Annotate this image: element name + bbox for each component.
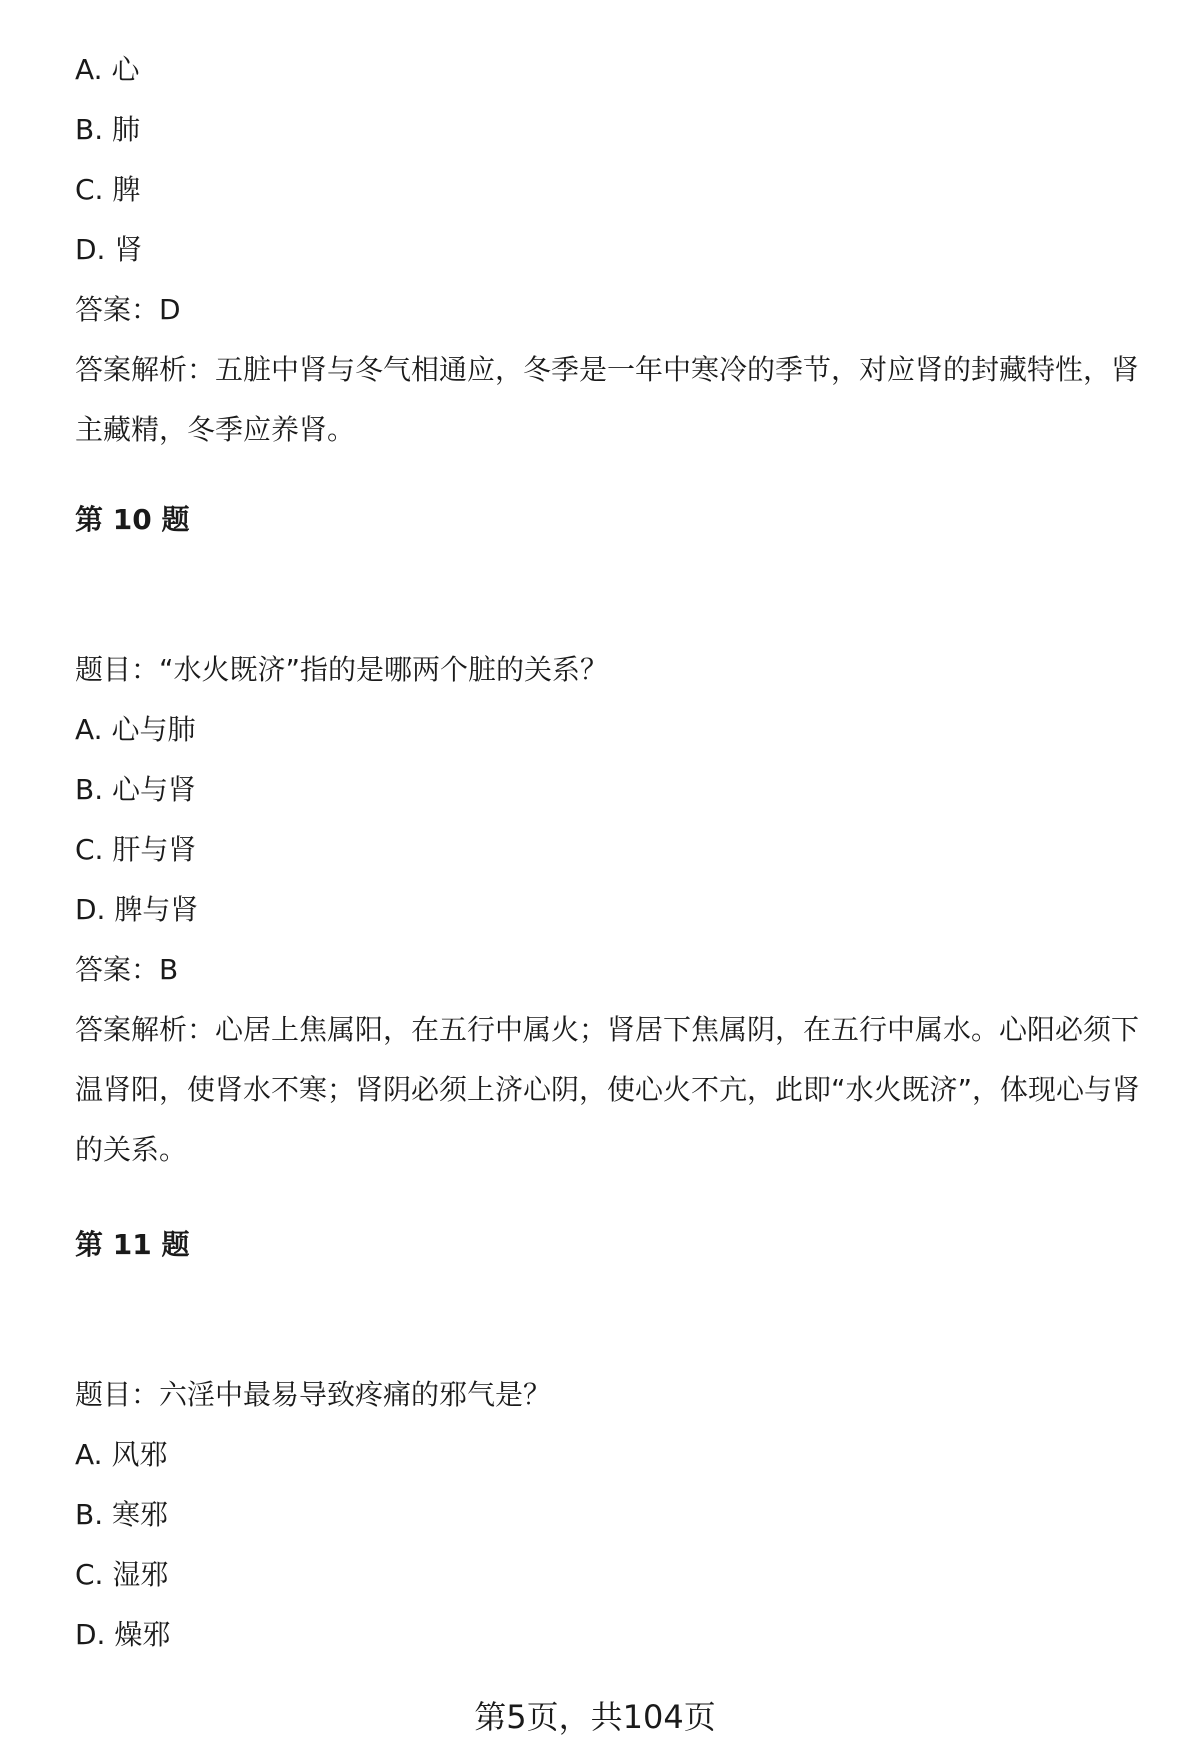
q10-answer: 答案：B bbox=[75, 953, 179, 986]
q11-question: 题目：六淫中最易导致疼痛的邪气是？ bbox=[75, 1378, 552, 1411]
q10-option-a: A. 心与肺 bbox=[75, 713, 196, 746]
q9-option-a: A. 心 bbox=[75, 53, 140, 86]
q10-option-d: D. 脾与肾 bbox=[75, 893, 199, 926]
q10-question: 题目：“水火既济”指的是哪两个脏的关系？ bbox=[75, 653, 609, 686]
q9-option-d: D. 肾 bbox=[75, 233, 143, 266]
q11-option-a: A. 风邪 bbox=[75, 1438, 168, 1471]
page-number: 第5页，共104页 bbox=[474, 1698, 716, 1736]
q9-answer: 答案：D bbox=[75, 293, 181, 326]
q10-analysis: 答案解析：心居上焦属阳，在五行中属火；肾居下焦属阴，在五行中属水。心阳必须下温肾阳，使肾水不寒；肾阴必须上济心阴，使心火不亢，此即“水火既济”，体现心与肾的关系。 bbox=[75, 1013, 1141, 1166]
q10-option-b: B. 心与肾 bbox=[75, 773, 197, 806]
q11-option-d: D. 燥邪 bbox=[75, 1618, 171, 1651]
q10-option-c: C. 肝与肾 bbox=[75, 833, 197, 866]
q11-option-b: B. 寒邪 bbox=[75, 1498, 169, 1531]
q10-heading: 第 10 题 bbox=[75, 503, 190, 536]
q11-option-c: C. 湿邪 bbox=[75, 1558, 169, 1591]
q9-analysis: 答案解析：五脏中肾与冬气相通应，冬季是一年中寒冷的季节，对应肾的封藏特性，肾主藏精，冬季应养肾。 bbox=[75, 353, 1140, 446]
q9-option-b: B. 肺 bbox=[75, 113, 141, 146]
q9-option-c: C. 脾 bbox=[75, 173, 141, 206]
q11-heading: 第 11 题 bbox=[75, 1228, 190, 1261]
